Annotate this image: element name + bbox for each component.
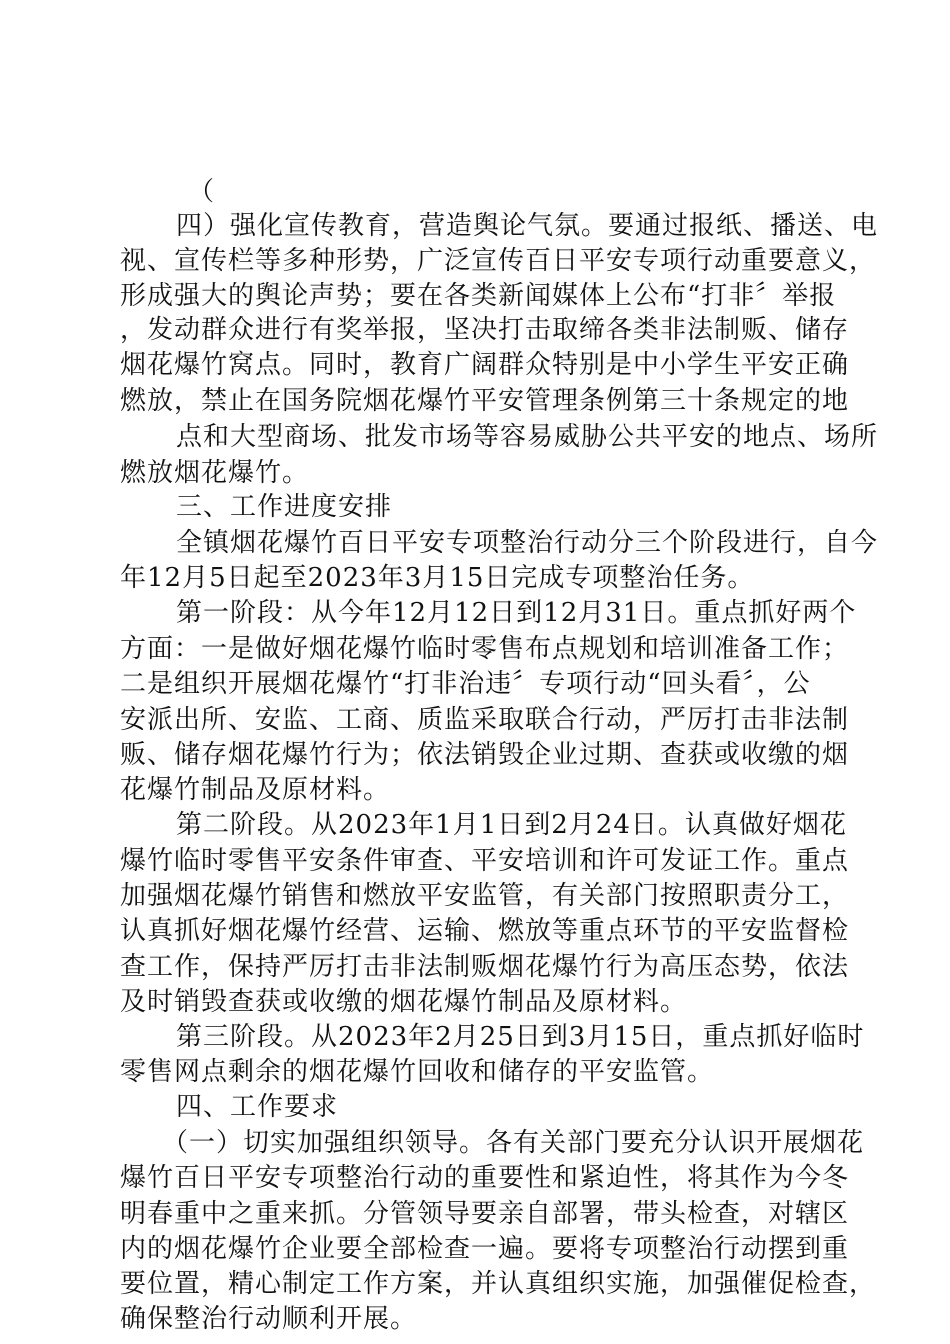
text-line: 第三阶段。从2023年2月25日到3月15日，重点抓好临时 — [176, 1022, 865, 1052]
text-line: 爆竹临时零售平安条件审查、平安培训和许可发证工作。重点 — [120, 846, 850, 876]
section-heading: 三、工作进度安排 — [176, 492, 393, 522]
text-line: 燃放，禁止在国务院烟花爆竹平安管理条例第三十条规定的地 — [120, 386, 850, 416]
text-line: 确保整治行动顺利开展。 — [120, 1304, 418, 1334]
text-line: 视、宣传栏等多种形势，广泛宣传百日平安专项行动重要意义， — [120, 246, 877, 276]
text-line: 形成强大的舆论声势；要在各类新闻媒体上公布“打非〞举报 — [120, 281, 837, 311]
text-line: 零售网点剩余的烟花爆竹回收和储存的平安监管。 — [120, 1057, 715, 1087]
text-line: 安派出所、安监、工商、质监采取联合行动，严厉打击非法制 — [120, 705, 850, 735]
text-line: 全镇烟花爆竹百日平安专项整治行动分三个阶段进行，自今 — [176, 528, 879, 558]
text-line: （ — [188, 177, 216, 207]
text-line: 爆竹百日平安专项整治行动的重要性和紧迫性，将其作为今冬 — [120, 1163, 850, 1193]
text-line: 认真抓好烟花爆竹经营、运输、燃放等重点环节的平安监督检 — [120, 916, 850, 946]
text-line: 燃放烟花爆竹。 — [120, 458, 310, 488]
text-line: （一）切实加强组织领导。各有关部门要充分认识开展烟花 — [162, 1128, 865, 1158]
text-line: 花爆竹制品及原材料。 — [120, 775, 391, 805]
text-line: 查工作，保持严厉打击非法制贩烟花爆竹行为高压态势，依法 — [120, 952, 850, 982]
text-line: 内的烟花爆竹企业要全部检查一遍。要将专项整治行动摆到重 — [120, 1234, 850, 1264]
text-line: 贩、储存烟花爆竹行为；依法销毁企业过期、查获或收缴的烟 — [120, 740, 850, 770]
text-line: 要位置，精心制定工作方案，并认真组织实施，加强催促检查， — [120, 1269, 877, 1299]
text-line: 方面：一是做好烟花爆竹临时零售布点规划和培训准备工作； — [120, 634, 850, 664]
text-line: 加强烟花爆竹销售和燃放平安监管，有关部门按照职责分工， — [120, 881, 850, 911]
text-line: 二是组织开展烟花爆竹“打非治违〞专项行动“回头看〞，公 — [120, 669, 811, 699]
text-line: ，发动群众进行有奖举报，坚决打击取缔各类非法制贩、储存 — [120, 315, 850, 345]
text-line: 年12月5日起至2023年3月15日完成专项整治任务。 — [120, 563, 755, 593]
text-line: 明春重中之重来抓。分管领导要亲自部署，带头检查，对辖区 — [120, 1199, 850, 1229]
text-line: 第一阶段：从今年12月12日到12月31日。重点抓好两个 — [176, 598, 857, 628]
text-line: 点和大型商场、批发市场等容易威胁公共平安的地点、场所 — [176, 422, 879, 452]
text-line: 烟花爆竹窝点。同时，教育广阔群众特别是中小学生平安正确 — [120, 350, 850, 380]
section-heading: 四、工作要求 — [176, 1092, 339, 1122]
text-line: 四）强化宣传教育，营造舆论气氛。要通过报纸、播送、电 — [176, 211, 879, 241]
text-line: 第二阶段。从2023年1月1日到2月24日。认真做好烟花 — [176, 810, 847, 840]
text-line: 及时销毁查获或收缴的烟花爆竹制品及原材料。 — [120, 987, 688, 1017]
